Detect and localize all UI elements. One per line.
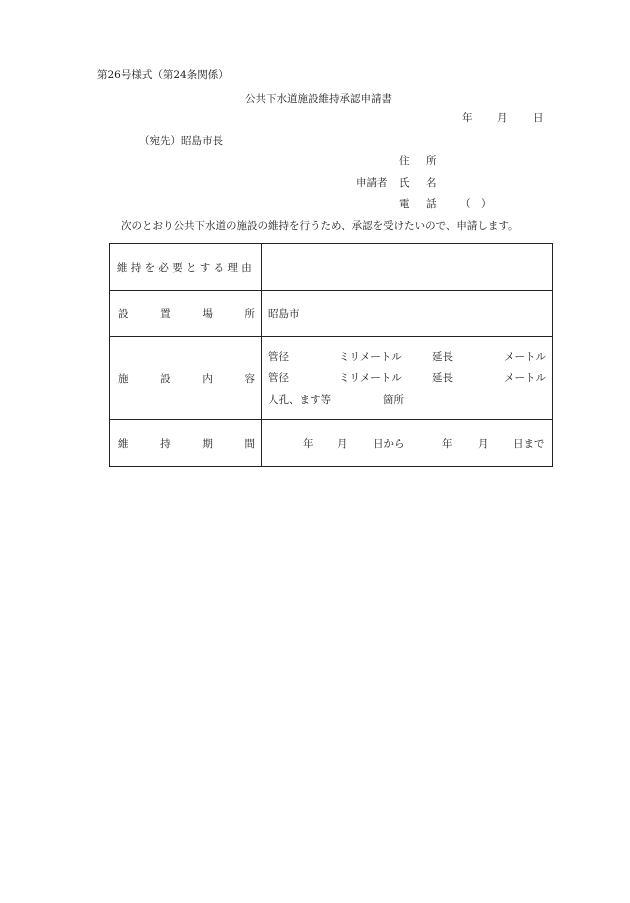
applicant-label: 申請者 — [356, 177, 388, 189]
period-from-day: 日から — [373, 438, 405, 450]
period-to-year: 年 — [442, 438, 453, 450]
table-row-period — [110, 420, 553, 467]
manhole-label: 人孔、ます等 — [268, 394, 331, 406]
manhole-unit: 箇所 — [383, 394, 404, 406]
facility-label-char: 施 — [118, 372, 129, 385]
address-label-2: 所 — [426, 155, 437, 167]
address-label-1: 住 — [399, 155, 410, 167]
pipe-length-label: 延長 — [432, 351, 453, 363]
pipe-mm-unit: ミリメートル — [339, 372, 402, 384]
period-label-cell — [110, 420, 262, 467]
period-label — [110, 436, 261, 451]
facility-label-char: 容 — [244, 372, 255, 385]
period-from-month: 月 — [337, 438, 348, 450]
period-to-day: 日まで — [513, 438, 545, 450]
pipe-diameter-label: 管径 — [268, 372, 289, 384]
date-day: 日 — [533, 112, 544, 124]
form-title: 公共下水道施設維持承認申請書 — [245, 93, 392, 105]
location-label-char: 置 — [160, 308, 171, 320]
pipe-diameter-label: 管径 — [268, 351, 289, 363]
table-row-location — [110, 291, 553, 337]
pipe-m-unit: メートル — [504, 351, 546, 363]
location-label-char: 設 — [118, 308, 129, 320]
location-label-char: 所 — [244, 308, 255, 320]
table-row-facility — [110, 337, 553, 420]
facility-label-cell — [110, 337, 262, 420]
name-label-2: 名 — [426, 177, 437, 189]
statement: 次のとおり公共下水道の施設の維持を行うため、承認を受けたいので、申請します。 — [121, 220, 519, 232]
reason-label: 維持を必要とする理由 — [117, 261, 255, 274]
date-year: 年 — [462, 112, 473, 124]
period-label-char: 間 — [244, 437, 255, 450]
phone-label-1: 電 — [399, 198, 410, 210]
form-number: 第26号様式（第24条関係） — [97, 69, 229, 81]
phone-label-2: 話 — [426, 198, 437, 210]
facility-label-char: 設 — [160, 372, 171, 385]
location-value: 昭島市 — [268, 308, 300, 320]
period-value-cell[interactable] — [262, 420, 553, 467]
facility-label-char: 内 — [202, 372, 213, 385]
location-label — [110, 306, 261, 321]
date-month: 月 — [497, 112, 508, 124]
location-label-cell — [110, 291, 262, 337]
pipe-m-unit: メートル — [504, 372, 546, 384]
facility-value-cell[interactable] — [262, 337, 553, 420]
location-value-cell[interactable] — [262, 291, 553, 337]
period-label-char: 持 — [160, 437, 171, 450]
facility-label — [110, 371, 261, 386]
addressee: （宛先）昭島市長 — [139, 135, 223, 147]
table-row-reason — [110, 244, 553, 291]
application-table — [109, 243, 553, 467]
name-label-1: 氏 — [399, 177, 410, 189]
reason-value-cell[interactable] — [262, 244, 553, 291]
phone-parens: （ ） — [460, 198, 492, 210]
pipe-length-label: 延長 — [432, 372, 453, 384]
period-from-year: 年 — [303, 438, 314, 450]
period-label-char: 期 — [202, 437, 213, 450]
pipe-mm-unit: ミリメートル — [339, 351, 402, 363]
location-label-char: 場 — [202, 308, 213, 320]
period-to-month: 月 — [478, 438, 489, 450]
reason-label-cell — [110, 244, 262, 291]
period-label-char: 維 — [118, 437, 129, 450]
